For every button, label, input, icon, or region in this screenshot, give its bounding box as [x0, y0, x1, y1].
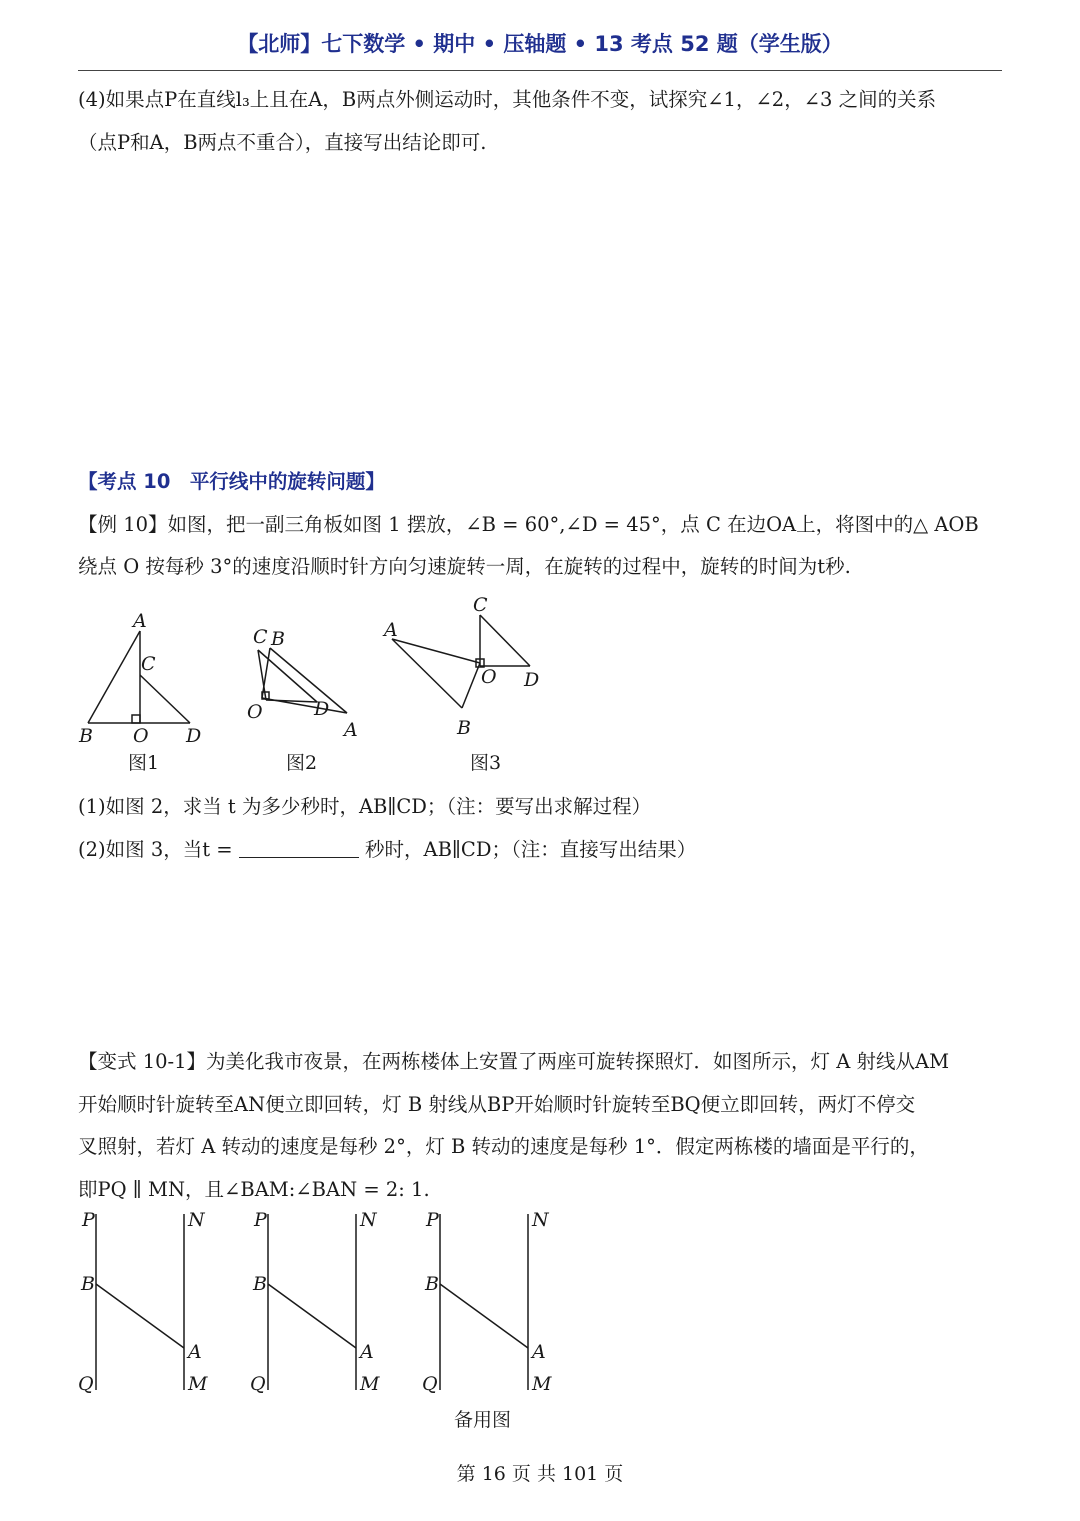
v2-label-Q: Q — [250, 1373, 266, 1395]
v2-label-A: A — [360, 1341, 374, 1363]
example-10-line-2: 绕点 O 按每秒 3°的速度沿顺时针方向匀速旋转一周，在旋转的过程中，旋转的时间为t秒. — [78, 555, 851, 578]
figure-3-caption: 图3 — [470, 752, 502, 774]
v1-label-A: A — [188, 1341, 202, 1363]
fig1-label-A: A — [133, 610, 147, 632]
answer-blank[interactable] — [239, 839, 359, 858]
v1-label-Q: Q — [78, 1373, 94, 1395]
variant-figure-1 — [78, 1209, 208, 1395]
fig3-label-O: O — [481, 666, 497, 688]
figure-2-caption: 图2 — [286, 752, 318, 774]
v3-label-M: M — [532, 1373, 552, 1395]
fig1-label-D: D — [186, 725, 202, 747]
v1-label-N: N — [188, 1209, 205, 1231]
fig3-label-D: D — [524, 669, 540, 691]
v3-label-Q: Q — [422, 1373, 438, 1395]
v2-label-N: N — [360, 1209, 377, 1231]
header-title: 【北师】七下数学 • 期中 • 压轴题 • 13 考点 52 题（学生版） — [237, 32, 843, 56]
prev-problem-line-2: （点P和A，B两点不重合），直接写出结论即可. — [78, 131, 487, 154]
fig3-label-A: A — [384, 619, 398, 641]
v3-label-N: N — [532, 1209, 549, 1231]
fig2-label-C: C — [253, 626, 268, 648]
prev-problem-line-1: (4)如果点P在直线l₃上且在A，B两点外侧运动时，其他条件不变，试探究∠1，∠2，∠3 之间的关系 — [78, 88, 937, 111]
fig3-label-B: B — [457, 717, 471, 739]
v2-label-B: B — [253, 1273, 267, 1295]
variant-figure-caption: 备用图 — [454, 1409, 512, 1431]
figure-1-caption: 图1 — [128, 752, 160, 774]
example-10-question-1: (1)如图 2，求当 t 为多少秒时，AB∥CD；（注：要写出求解过程） — [78, 795, 652, 818]
fig1-label-B: B — [79, 725, 93, 747]
variant-10-1-line-2: 开始顺时针旋转至AN便立即回转，灯 B 射线从BP开始顺时针旋转至BQ便立即回转，两灯不停交 — [78, 1093, 916, 1116]
v2-label-M: M — [360, 1373, 380, 1395]
v2-label-P: P — [254, 1209, 267, 1231]
figure-2 — [258, 648, 347, 713]
v3-label-A: A — [532, 1341, 546, 1363]
section-10-title: 【考点 10 平行线中的旋转问题】 — [78, 470, 385, 493]
example-10-figures — [0, 590, 1080, 780]
example-10-question-2 — [78, 834, 1008, 862]
variant-10-1-line-4: 即PQ ∥ MN，且∠BAM:∠BAN = 2: 1. — [78, 1178, 430, 1201]
variant-figure-3 — [422, 1209, 552, 1395]
fig1-label-O: O — [133, 725, 149, 747]
fig2-label-O: O — [247, 701, 263, 723]
fig2-label-D: D — [314, 698, 330, 720]
v1-label-B: B — [81, 1273, 95, 1295]
variant-10-1-line-3: 叉照射，若灯 A 转动的速度是每秒 2°，灯 B 转动的速度是每秒 1°．假定两栋楼的墙面是平行的， — [78, 1135, 929, 1158]
page-footer: 第 16 页 共 101 页 — [456, 1463, 624, 1485]
variant-10-1-figures — [0, 1200, 1080, 1400]
fig2-label-B: B — [271, 628, 285, 650]
v1-label-P: P — [82, 1209, 95, 1231]
v3-label-B: B — [425, 1273, 439, 1295]
v3-label-P: P — [426, 1209, 439, 1231]
fig1-label-C: C — [141, 653, 156, 675]
fig2-label-A: A — [344, 719, 358, 741]
v1-label-M: M — [188, 1373, 208, 1395]
fig3-label-C: C — [473, 594, 488, 616]
example-10-line-1: 【例 10】如图，把一副三角板如图 1 摆放，∠B = 60°,∠D = 45°，点 C 在边OA上，将图中的△ AOB — [78, 513, 979, 536]
variant-10-1-line-1: 【变式 10-1】为美化我市夜景，在两栋楼体上安置了两座可旋转探照灯．如图所示，灯 A 射线从AM — [78, 1050, 950, 1073]
figure-1 — [88, 631, 190, 723]
question-2-prefix: (2)如图 3，当t = — [78, 838, 233, 861]
figure-3 — [392, 615, 530, 708]
header-divider — [78, 70, 1002, 71]
question-2-suffix: 秒时，AB∥CD；（注：直接写出结果） — [365, 838, 697, 861]
variant-figure-2 — [250, 1209, 380, 1395]
